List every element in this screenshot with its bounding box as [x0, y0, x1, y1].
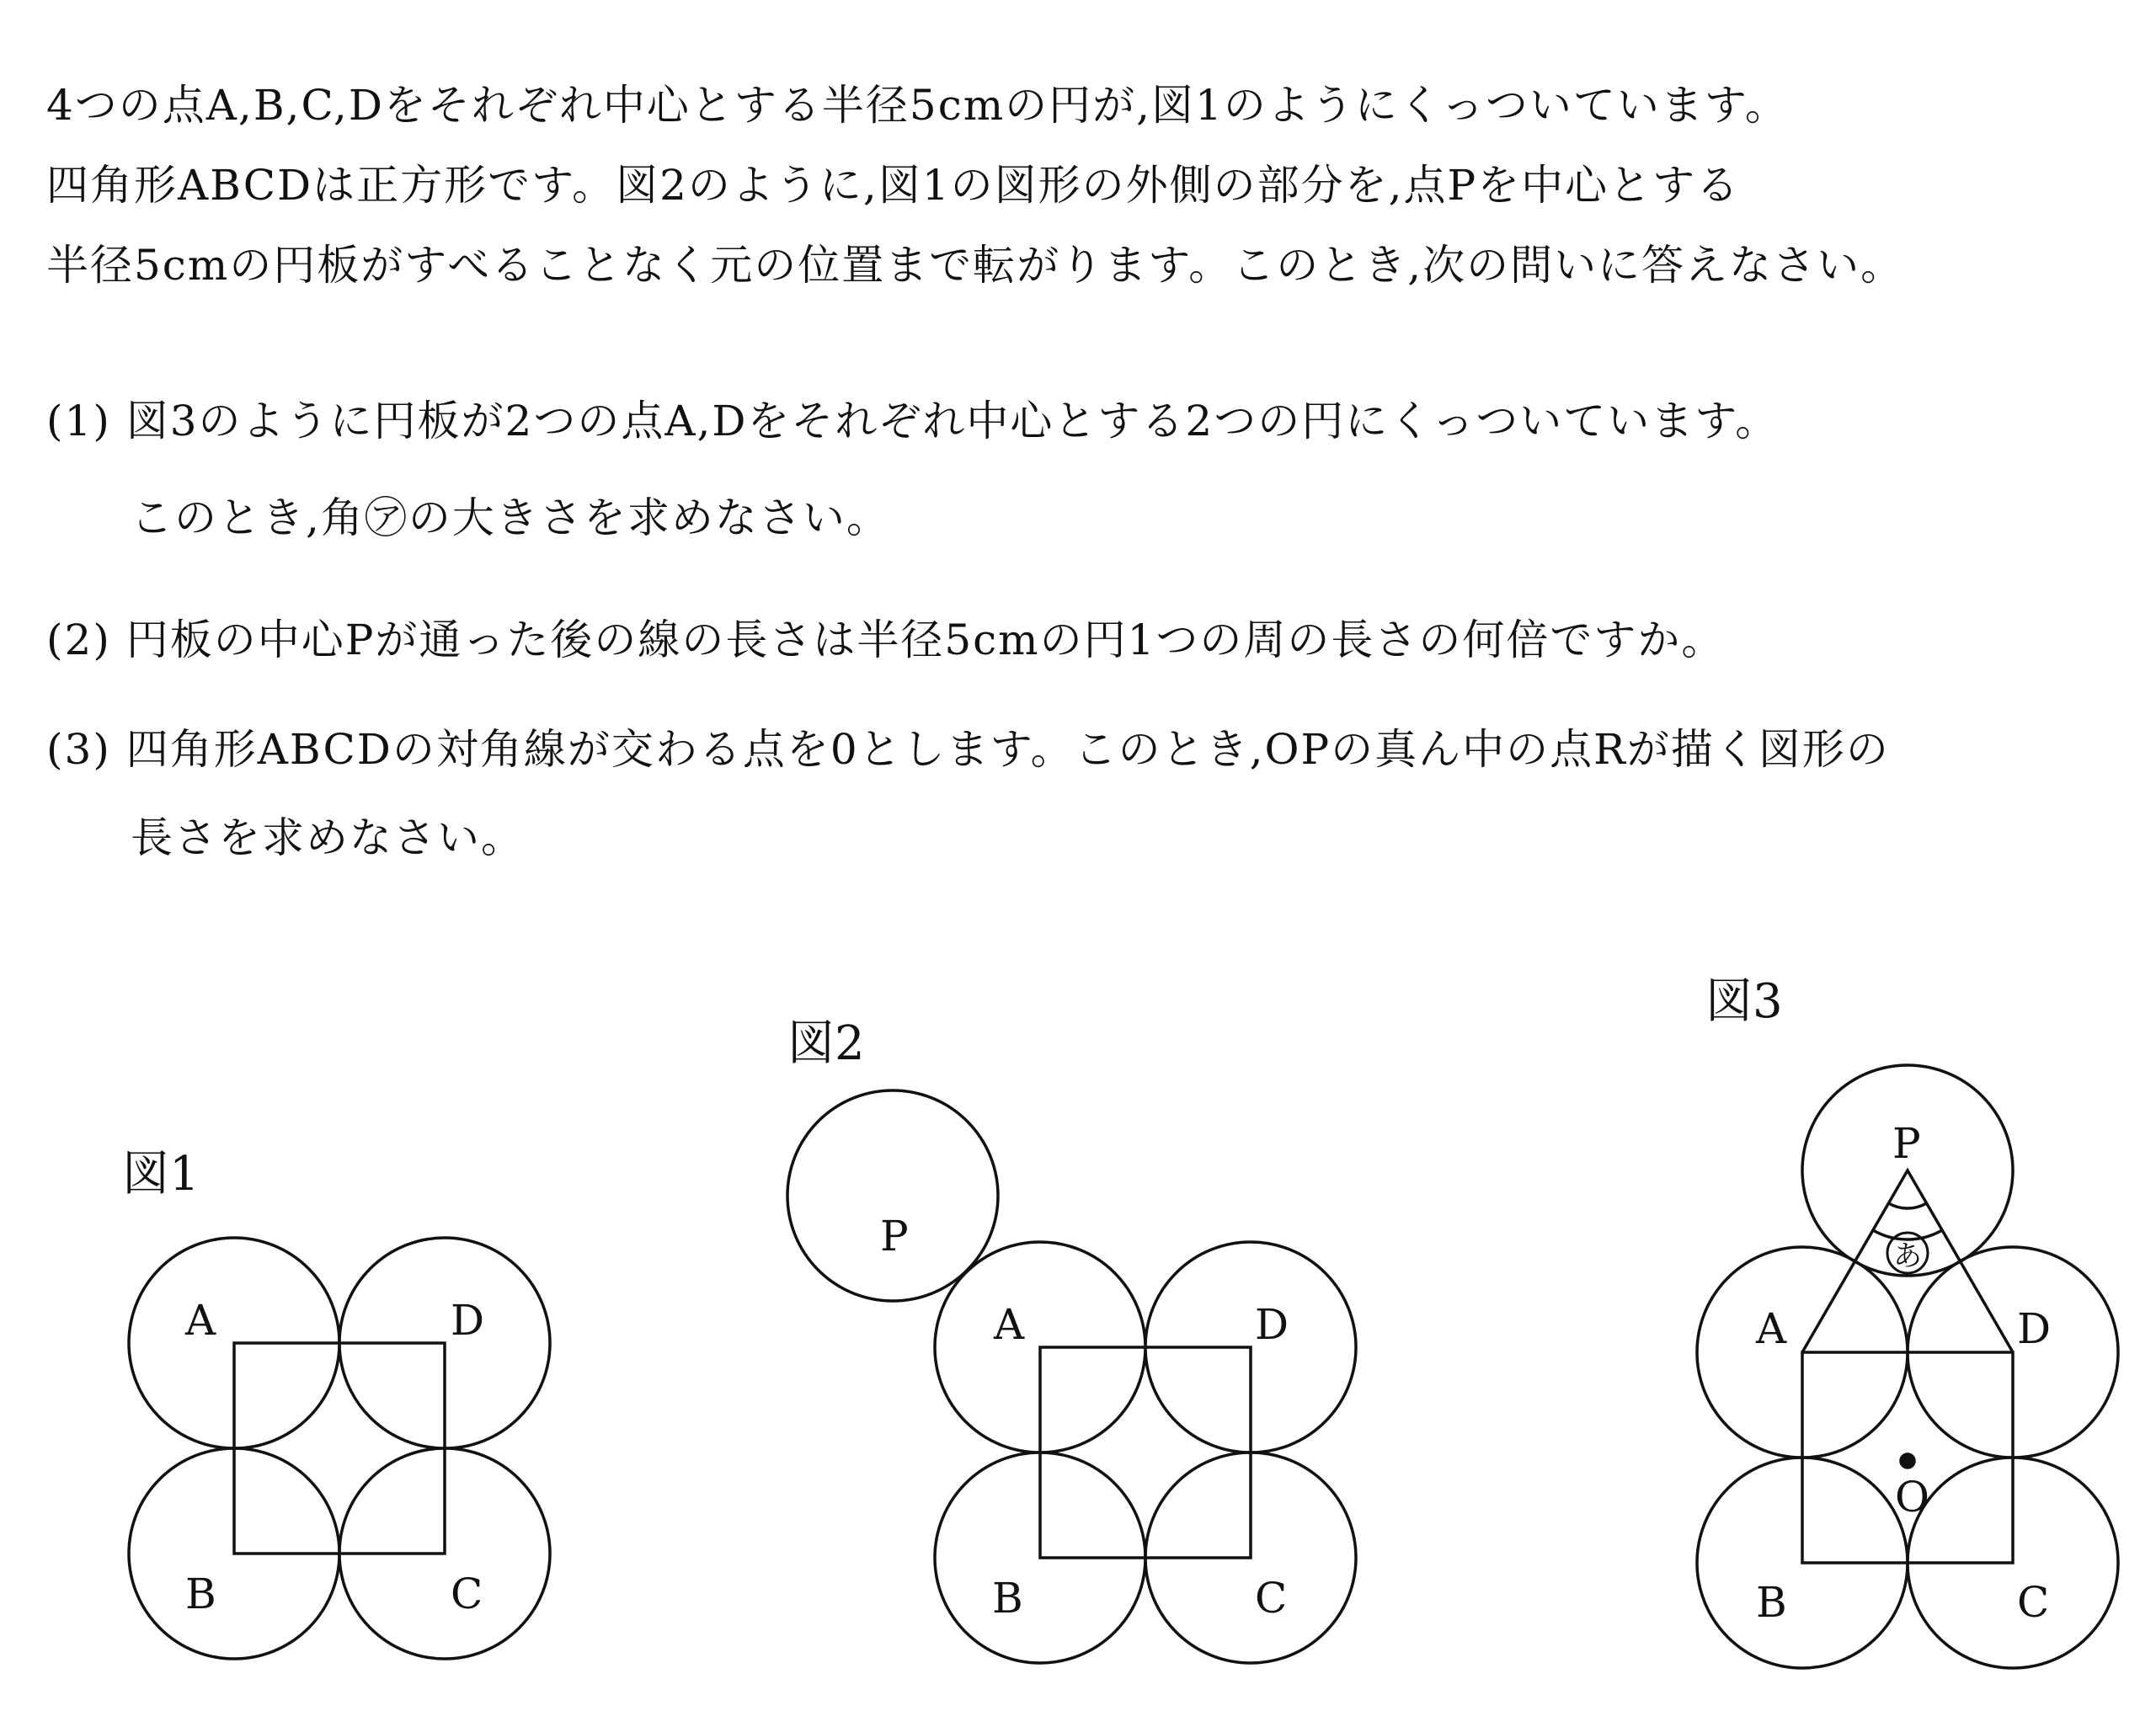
fig1-label-D: D: [451, 1296, 485, 1345]
question-2: (2) 円板の中心Pが通った後の線の長さは半径5cmの円1つの周の長さの何倍ですか。: [46, 616, 1726, 664]
figure-3-label: 図3: [1705, 974, 1783, 1029]
figure-1-label: 図1: [122, 1147, 200, 1202]
figure-2-label: 図2: [787, 1016, 865, 1071]
intro-line-3: 半径5cmの円板がすべることなく元の位置まで転がります。このとき,次の問いに答えなさい。: [46, 241, 1905, 290]
question-1-line-2: このとき,角㋐の大きさを求めなさい。: [131, 493, 890, 542]
fig2-label-P: P: [880, 1212, 909, 1261]
fig3-angle-arc: [1889, 1203, 1927, 1208]
fig1-label-A: A: [185, 1296, 216, 1345]
fig3-angle-mark: あ: [1893, 1239, 1922, 1273]
fig3-label-O: O: [1895, 1473, 1929, 1522]
fig3-label-D: D: [2017, 1304, 2052, 1353]
fig3-point-O-dot: [1901, 1454, 1914, 1468]
fig3-label-C: C: [2017, 1578, 2050, 1627]
fig2-label-D: D: [1255, 1300, 1289, 1349]
fig2-label-B: B: [992, 1574, 1023, 1623]
question-3-line-1: (3) 四角形ABCDの対角線が交わる点を0とします。このとき,OPの真ん中の点Rが描く図形の: [46, 725, 1890, 774]
question-3-line-2: 長さを求めなさい。: [131, 813, 525, 862]
question-1-line-1: (1) 図3のように円板が2つの点A,Dをそれぞれ中心とする2つの円にくっついています。: [46, 397, 1780, 445]
fig1-label-B: B: [185, 1570, 216, 1618]
fig2-label-A: A: [994, 1300, 1025, 1349]
fig3-label-P: P: [1892, 1119, 1921, 1168]
fig3-label-A: A: [1756, 1304, 1787, 1353]
fig1-label-C: C: [451, 1570, 483, 1618]
intro-line-2: 四角形ABCDは正方形です。図2のように,図1の図形の外側の部分を,点Pを中心とする: [46, 161, 1741, 210]
fig3-label-B: B: [1756, 1578, 1787, 1627]
fig2-label-C: C: [1255, 1574, 1288, 1623]
intro-line-1: 4つの点A,B,C,Dをそれぞれ中心とする半径5cmの円が,図1のようにくっついています。: [46, 81, 1789, 130]
